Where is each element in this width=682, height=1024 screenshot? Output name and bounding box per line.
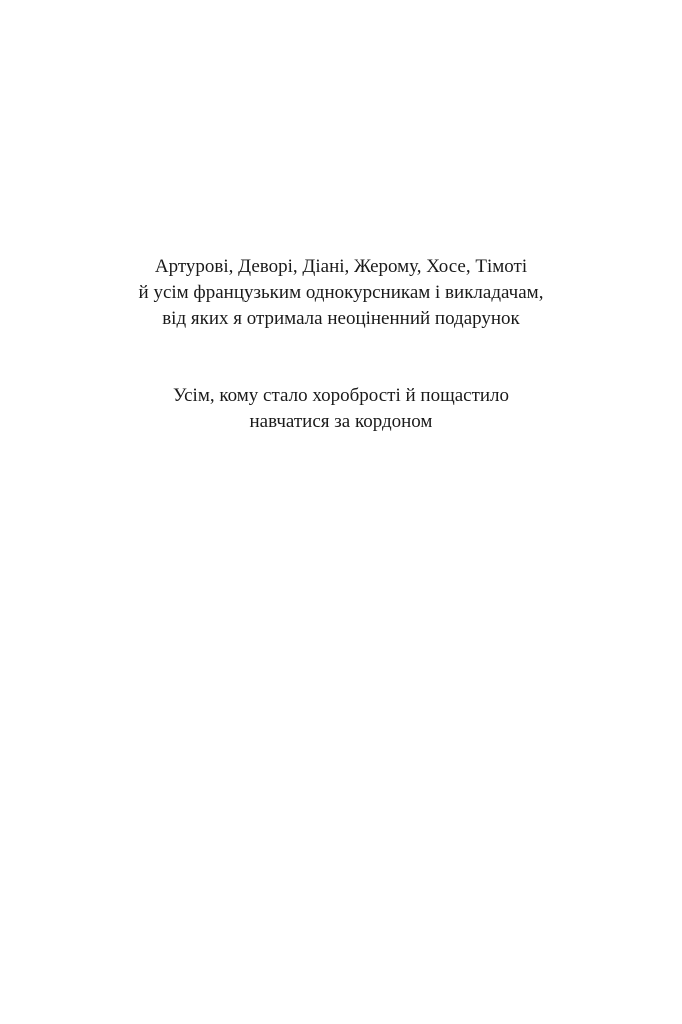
dedication-2-line-2: навчатися за кордоном (249, 411, 433, 432)
dedication-paragraph-2 (0, 383, 682, 435)
dedication-1-line-1: Артурові, Деворі, Діані, Жерому, Хосе, Тімоті (154, 256, 528, 277)
dedication-2-line-1: Усім, кому стало хоробрості й пощастило (172, 385, 510, 406)
dedication-paragraph-1 (0, 254, 682, 332)
dedication-1-line-3: від яких я отримала неоціненний подарунок (162, 308, 520, 329)
dedication-1-line-2: й усім французьким однокурсникам і викладачам, (138, 282, 544, 303)
